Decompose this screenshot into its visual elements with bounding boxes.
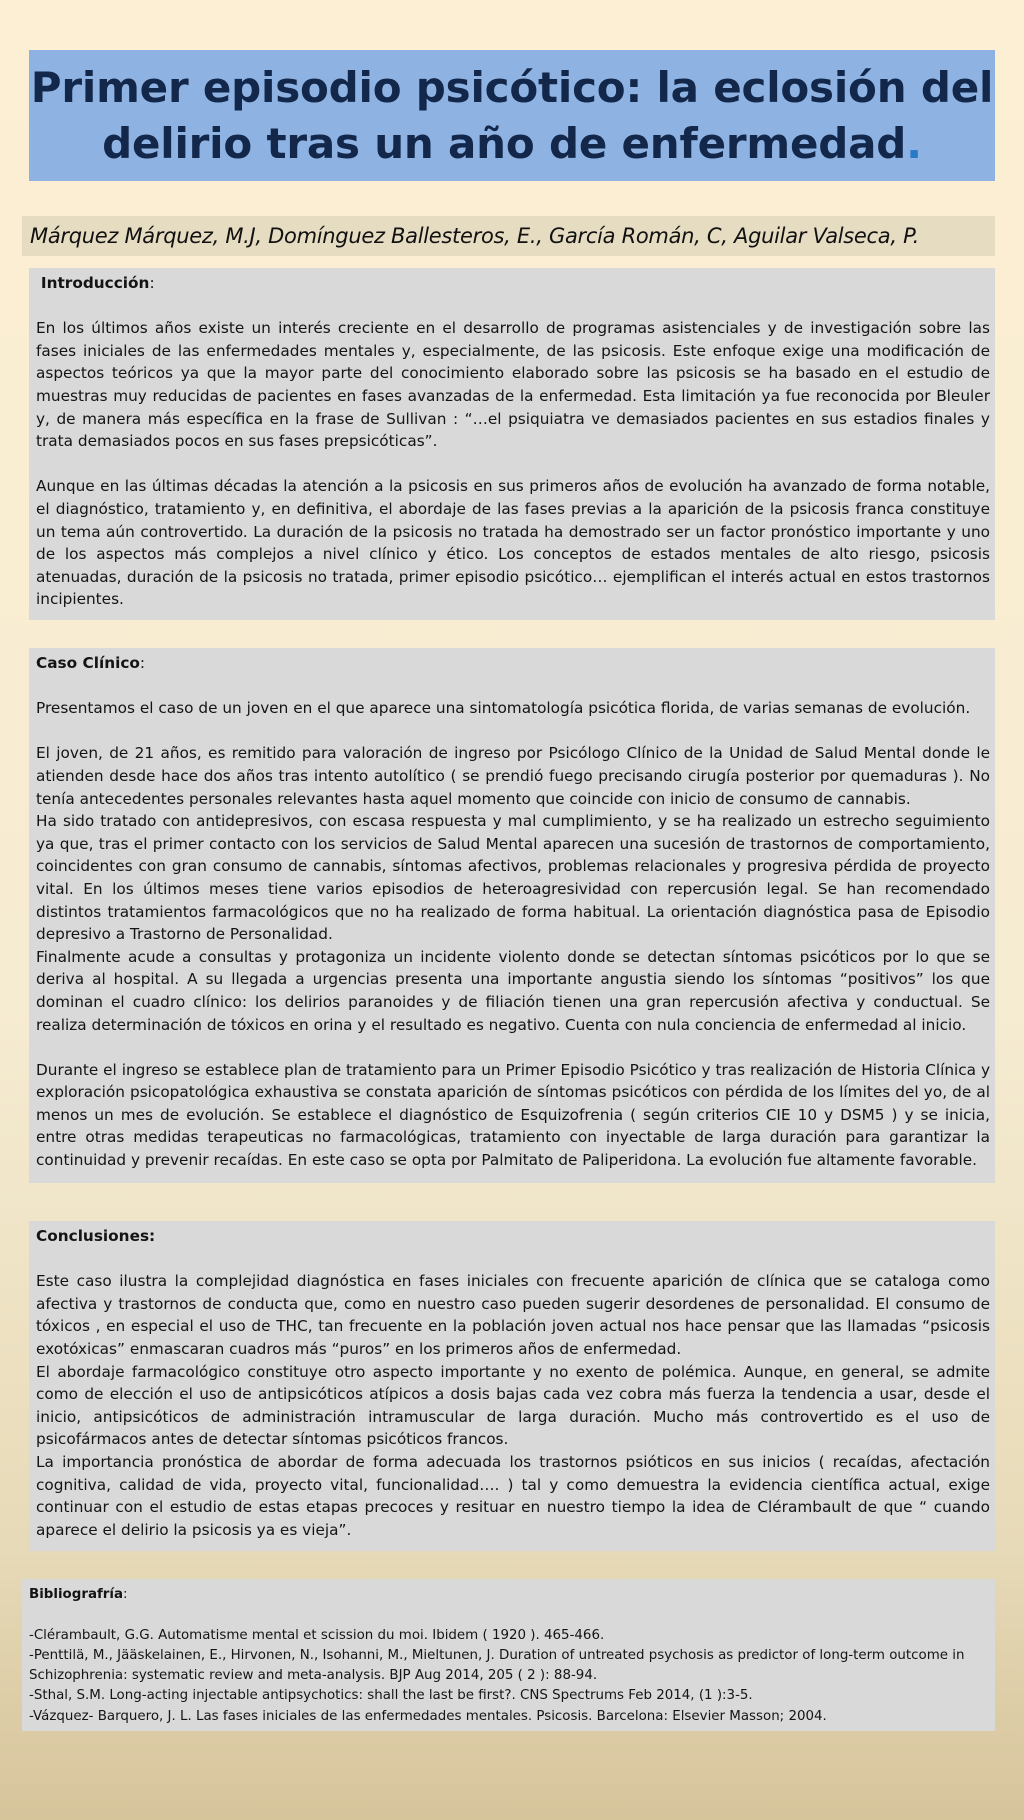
bibliografia-item: -Clérambault, G.G. Automatisme mental et scission du moi. Ibidem ( 1920 ). 465-466. xyxy=(29,1627,605,1643)
caso-paragraph-3: Ha sido tratado con antidepresivos, con escasa respuesta y mal cumplimiento, y se ha realizado un estrecho seguimiento ya que, tras el primer contacto con los servicios de Salud Mental aparecen una sucesión de trastornos de comportamiento, coincidentes con gran consumo de cannabis, síntomas afectivos, problemas relacionales y progresiva pérdida de proyecto vital. En los últimos meses tiene varios episodios de heteroagresividad con repercusión legal. Se han recomendado distintos tratamientos farmacológicos que no ha realizado de forma habitual. La orientación diagnóstica pasa de Episodio depresivo a Trastorno de Personalidad. xyxy=(36,812,990,944)
heading-bibliografia-text: Bibliografría xyxy=(29,1587,124,1602)
section-conclusiones xyxy=(29,1221,995,1551)
poster-title-line-1: Primer episodio psicótico: la eclosión del xyxy=(30,62,994,112)
bibliografia-item: -Vázquez- Barquero, J. L. Las fases iniciales de las enfermedades mentales. Psicosis. Barcelona: Elsevier Masson; 2004. xyxy=(29,1708,827,1724)
section-heading-conclusiones: Conclusiones: xyxy=(36,1227,156,1245)
heading-caso-text: Caso Clínico xyxy=(36,654,140,672)
poster-title-line-2 xyxy=(102,116,922,172)
caso-paragraph-1: Presentamos el caso de un joven en el que aparece una sintomatología psicótica florida, de varias semanas de evolución. xyxy=(36,699,971,718)
section-heading-caso: Caso Clínico: xyxy=(36,654,146,672)
section-caso-clinico xyxy=(29,648,995,1183)
section-bibliografia xyxy=(22,1579,995,1731)
poster-title-dot: . xyxy=(906,118,922,168)
poster-title-banner xyxy=(29,50,995,181)
heading-introduccion-text: Introducción xyxy=(40,274,150,292)
authors-list: Márquez Márquez, M.J, Domínguez Ballesteros, E., García Román, C, Aguilar Valseca, P. xyxy=(30,224,919,248)
intro-paragraph-1: En los últimos años existe un interés creciente en el desarrollo de programas asistenciales y de investigación sobre las fases iniciales de las enfermedades mentales y, especialmente, de las psicosis. Este enfoque exige una modificación de aspectos teóricos ya que la mayor parte del conocimiento elaborado sobre las psicosis se ha basado en el estudio de muestras muy reducidas de pacientes en fases avanzadas de la enfermedad. Esta limitación ya fue reconocida por Bleuler y, de manera más específica en la frase de Sullivan : “…el psiquiatra ve demasiados pacientes en sus estadios finales y trata demasiados pocos en sus fases prepsicóticas”. xyxy=(36,319,990,451)
conclusiones-paragraph-2: El abordaje farmacológico constituye otro aspecto importante y no exento de polémica. Aunque, en general, se admite como de elección el uso de antipsicóticos atípicos a dosis bajas cada vez cobra más fuerza la tendencia a usar, desde el inicio, antipsicóticos de administración intramuscular de larga duración. Mucho más controvertido es el uso de psicofármacos antes de detectar síntomas psicóticos francos. xyxy=(36,1362,990,1449)
section-introduccion xyxy=(29,268,995,620)
poster-title-line-2-text: delirio tras un año de enfermedad xyxy=(102,118,907,168)
bibliografia-item: -Penttilä, M., Jääskelainen, E., Hirvonen, N., Isohanni, M., Mieltunen, J. Duration of untreated psychosis as predictor of long-term outcome in Schizophrenia: systematic review and meta-analysis. BJP Aug 2014, 205 ( 2 ): 88-94. xyxy=(29,1647,965,1684)
section-heading-bibliografia: Bibliografría: xyxy=(29,1587,128,1602)
section-heading-introduccion: Introducción: xyxy=(40,274,155,292)
caso-paragraph-5: Durante el ingreso se establece plan de tratamiento para un Primer Episodio Psicótico y tras realización de Historia Clínica y exploración psicopatológica exhaustiva se constata aparición de síntomas psicóticos con pérdida de los límites del yo, de al menos un mes de evolución. Se establece el diagnóstico de Esquizofrenia ( según criterios CIE 10 y DSM5 ) y se inicia, entre otras medidas terapeuticas no farmacológicas, tratamiento con inyectable de larga duración para garantizar la continuidad y prevenir recaídas. En este caso se opta por Palmitato de Paliperidona. La evolución fue altamente favorable. xyxy=(36,1060,990,1170)
caso-paragraph-2: El joven, de 21 años, es remitido para valoración de ingreso por Psicólogo Clínico de la Unidad de Salud Mental donde le atienden desde hace dos años tras intento autolítico ( se prendió fuego precisando cirugía posterior por quemaduras ). No tenía antecedentes personales relevantes hasta aquel momento que coincide con inicio de consumo de cannabis. xyxy=(36,744,990,808)
bibliografia-item: -Sthal, S.M. Long-acting injectable antipsychotics: shall the last be first?. CNS Spectrums Feb 2014, (1 ):3-5. xyxy=(29,1688,753,1704)
conclusiones-paragraph-3: La importancia pronóstica de abordar de forma adecuada los trastornos psióticos en sus inicios ( recaídas, afectación cognitiva, calidad de vida, proyecto vital, funcionalidad…. ) tal y como demuestra la evidencia científica actual, exige continuar con el estudio de estas etapas precoces y resituar en nuestro tiempo la idea de Clérambault de que “ cuando aparece el delirio la psicosis ya es vieja”. xyxy=(36,1452,990,1539)
conclusiones-paragraph-1: Este caso ilustra la complejidad diagnóstica en fases iniciales con frecuente aparición de clínica que se cataloga como afectiva y trastornos de conducta que, como en nuestro caso pueden sugerir desordenes de personalidad. El consumo de tóxicos , en especial el uso de THC, tan frecuente en la población joven actual nos hace pensar que las llamadas “psicosis exotóxicas” enmascaran cuadros más “puros” en los primeros años de enfermedad. xyxy=(36,1272,990,1358)
intro-paragraph-2: Aunque en las últimas décadas la atención a la psicosis en sus primeros años de evolución ha avanzado de forma notable, el diagnóstico, tratamiento y, en definitiva, el abordaje de las fases previas a la aparición de la psicosis franca constituye un tema aún controvertido. La duración de la psicosis no tratada ha demostrado ser un factor pronóstico importante y uno de los aspectos más complejos a nivel clínico y ético. Los conceptos de estados mentales de alto riesgo, psicosis atenuadas, duración de la psicosis no tratada, primer episodio psicótico… ejemplifican el interés actual en estos trastornos incipientes. xyxy=(36,477,990,609)
authors-banner xyxy=(22,216,995,256)
caso-paragraph-4: Finalmente acude a consultas y protagoniza un incidente violento donde se detectan síntomas psicóticos por lo que se deriva al hospital. A su llegada a urgencias presenta una importante angustia siendo los síntomas “positivos” los que dominan el cuadro clínico: los delirios paranoides y de filiación tienen una gran repercusión afectiva y conductual. Se realiza determinación de tóxicos en orina y el resultado es negativo. Cuenta con nula conciencia de enfermedad al inicio. xyxy=(36,947,990,1034)
